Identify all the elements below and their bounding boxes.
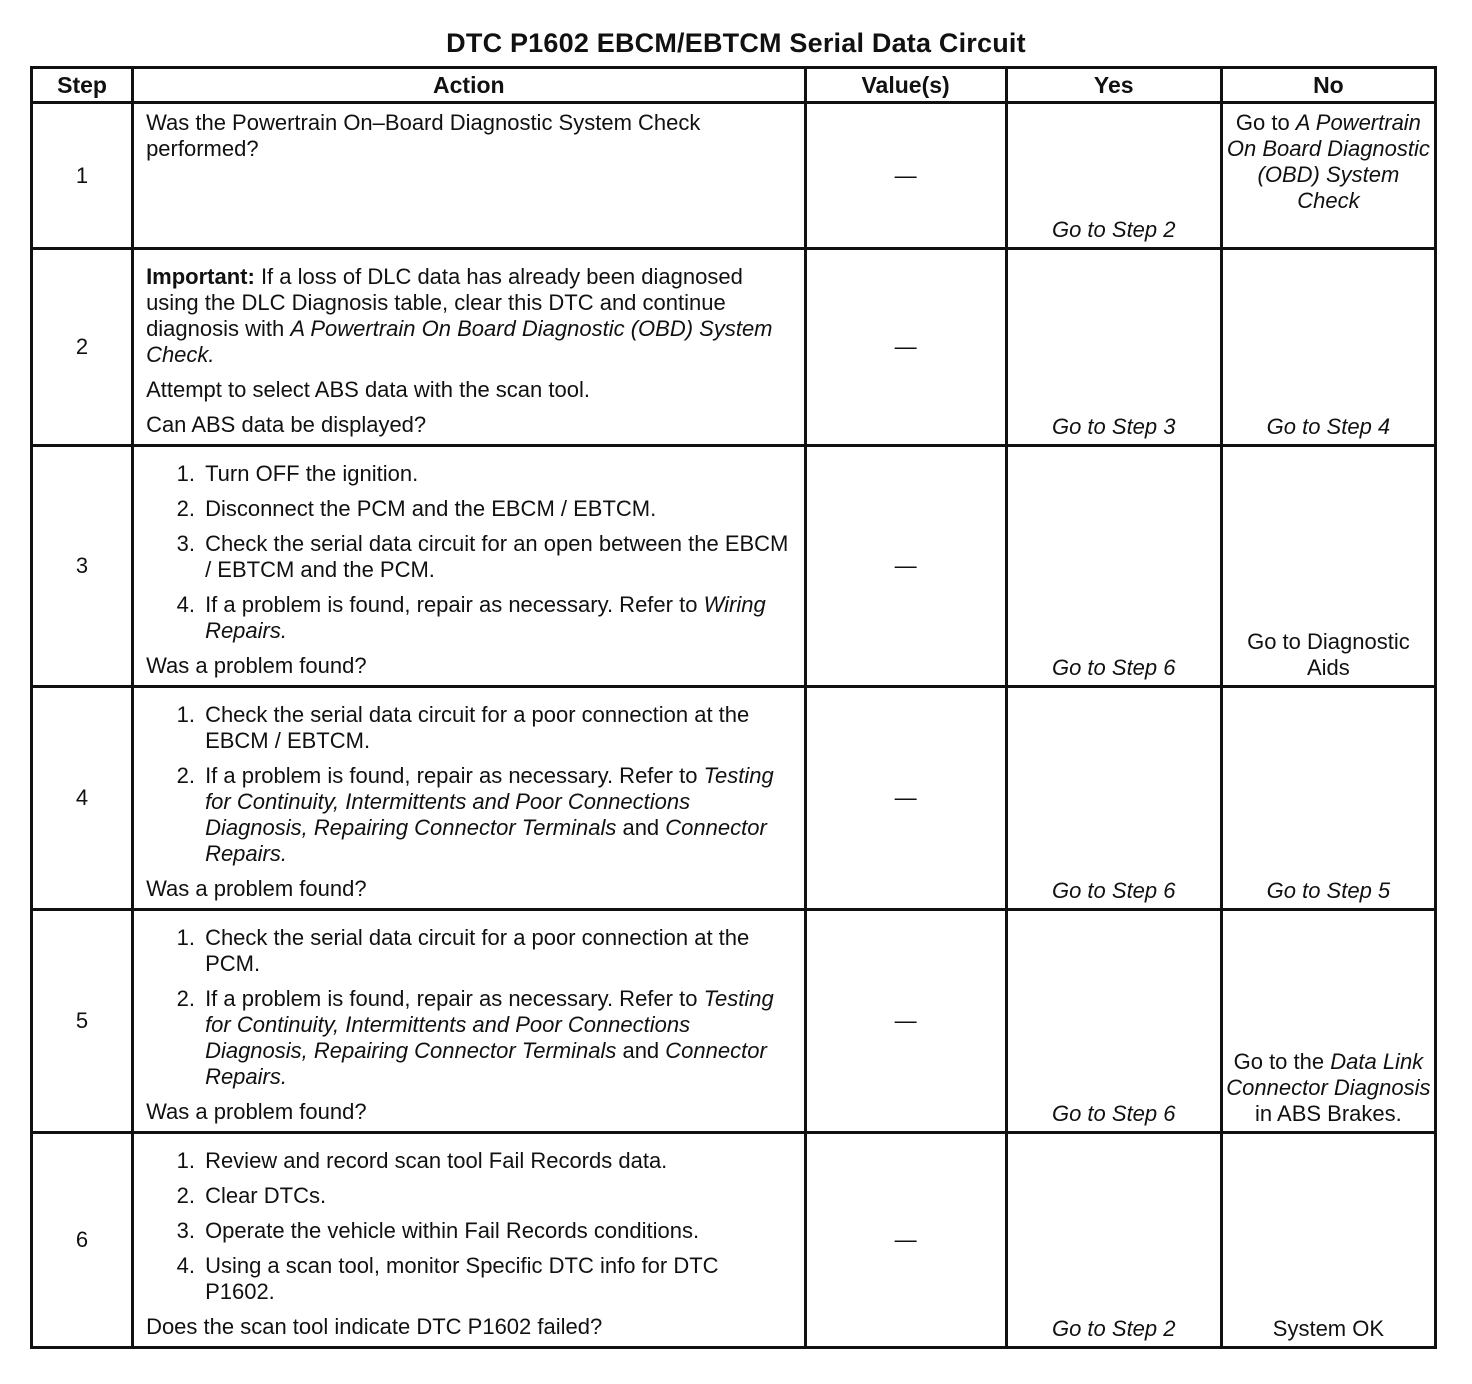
header-no: No (1221, 68, 1435, 103)
step-number: 3 (32, 446, 133, 687)
list-item-reference: Connector Repairs. (205, 1038, 767, 1089)
list-item: 1. Check the serial data circuit for a poor connection at the EBCM / EBTCM. (201, 702, 793, 754)
list-item: 1. Turn OFF the ignition. (201, 461, 793, 487)
action-text: Attempt to select ABS data with the scan tool. (146, 377, 590, 402)
table-row (32, 1133, 1436, 1348)
step-number: 2 (32, 249, 133, 446)
list-item-text: If a problem is found, repair as necessary. Refer to (205, 763, 704, 788)
list-item-reference: Wiring Repairs. (205, 592, 766, 643)
table-row (32, 687, 1436, 910)
important-reference: A Powertrain On Board Diagnostic (OBD) System Check. (146, 316, 773, 367)
no-text: in ABS Brakes. (1255, 1101, 1402, 1126)
list-item-reference: Testing for Continuity, Intermittents and Poor Connections Diagnosis, Repairing Connector Terminals (205, 763, 774, 840)
table-header-row (32, 68, 1436, 103)
no-cell (1221, 103, 1435, 249)
action-cell (133, 910, 805, 1133)
table-row (32, 910, 1436, 1133)
step-number: 4 (32, 687, 133, 910)
action-cell (133, 1133, 805, 1348)
important-text: If a loss of DLC data has already been diagnosed using the DLC Diagnosis table, clear this DTC and continue diagnosis with (146, 264, 743, 341)
action-cell (133, 103, 805, 249)
important-label: Important: (146, 264, 255, 289)
yes-cell: Go to Step 6 (1006, 687, 1221, 910)
table-row (32, 249, 1436, 446)
yes-cell: Go to Step 6 (1006, 446, 1221, 687)
list-item: 3. Check the serial data circuit for an open between the EBCM / EBTCM and the PCM. (201, 531, 793, 583)
no-cell (1221, 910, 1435, 1133)
list-item-text: and (616, 815, 666, 840)
list-item (201, 763, 793, 867)
action-steps (146, 1148, 793, 1305)
value-cell: — (805, 910, 1006, 1133)
diagnostic-table (30, 66, 1437, 1349)
no-text: Go to (1235, 110, 1296, 135)
yes-cell: Go to Step 2 (1006, 103, 1221, 249)
action-steps (146, 461, 793, 644)
yes-cell: Go to Step 2 (1006, 1133, 1221, 1348)
action-question: Was a problem found? (146, 876, 367, 901)
action-cell (133, 249, 805, 446)
list-item: 1. Check the serial data circuit for a poor connection at the PCM. (201, 925, 793, 977)
value-cell: — (805, 249, 1006, 446)
yes-cell: Go to Step 6 (1006, 910, 1221, 1133)
step-number: 1 (32, 103, 133, 249)
list-item: 2. Clear DTCs. (201, 1183, 793, 1209)
page-title: DTC P1602 EBCM/EBTCM Serial Data Circuit (446, 28, 1026, 58)
step-number: 6 (32, 1133, 133, 1348)
value-cell: — (805, 103, 1006, 249)
table-row (32, 103, 1436, 249)
no-cell: Go to Diagnostic Aids (1221, 446, 1435, 687)
header-step: Step (32, 68, 133, 103)
action-steps (146, 702, 793, 867)
action-question: Was a problem found? (146, 1099, 367, 1124)
no-cell: System OK (1221, 1133, 1435, 1348)
no-reference: Data Link Connector Diagnosis (1226, 1049, 1431, 1100)
yes-cell: Go to Step 3 (1006, 249, 1221, 446)
list-item (201, 592, 793, 644)
action-question: Was a problem found? (146, 653, 367, 678)
no-text: Go to the (1233, 1049, 1331, 1074)
action-steps (146, 925, 793, 1090)
list-item-text: and (616, 1038, 666, 1063)
value-cell: — (805, 446, 1006, 687)
action-cell (133, 687, 805, 910)
action-text: Was the Powertrain On–Board Diagnostic System Check performed? (146, 110, 701, 161)
header-yes: Yes (1006, 68, 1221, 103)
important-note (146, 264, 793, 368)
list-item-reference: Testing for Continuity, Intermittents and Poor Connections Diagnosis, Repairing Connector Terminals (205, 986, 774, 1063)
action-question: Does the scan tool indicate DTC P1602 failed? (146, 1314, 603, 1339)
list-item: 4. Using a scan tool, monitor Specific DTC info for DTC P1602. (201, 1253, 793, 1305)
action-question: Can ABS data be displayed? (146, 412, 427, 437)
list-item: 1. Review and record scan tool Fail Records data. (201, 1148, 793, 1174)
no-cell: Go to Step 5 (1221, 687, 1435, 910)
value-cell: — (805, 1133, 1006, 1348)
step-number: 5 (32, 910, 133, 1133)
table-row (32, 446, 1436, 687)
no-reference: A Powertrain On Board Diagnostic (OBD) System Check (1226, 110, 1430, 213)
list-item: 3. Operate the vehicle within Fail Records conditions. (201, 1218, 793, 1244)
list-item (201, 986, 793, 1090)
list-item-reference: Connector Repairs. (205, 815, 767, 866)
action-cell (133, 446, 805, 687)
list-item: 2. Disconnect the PCM and the EBCM / EBTCM. (201, 496, 793, 522)
header-action: Action (133, 68, 805, 103)
list-item-text: If a problem is found, repair as necessary. Refer to (205, 986, 704, 1011)
no-cell: Go to Step 4 (1221, 249, 1435, 446)
header-value: Value(s) (805, 68, 1006, 103)
value-cell: — (805, 687, 1006, 910)
list-item-text: If a problem is found, repair as necessary. Refer to (205, 592, 704, 617)
